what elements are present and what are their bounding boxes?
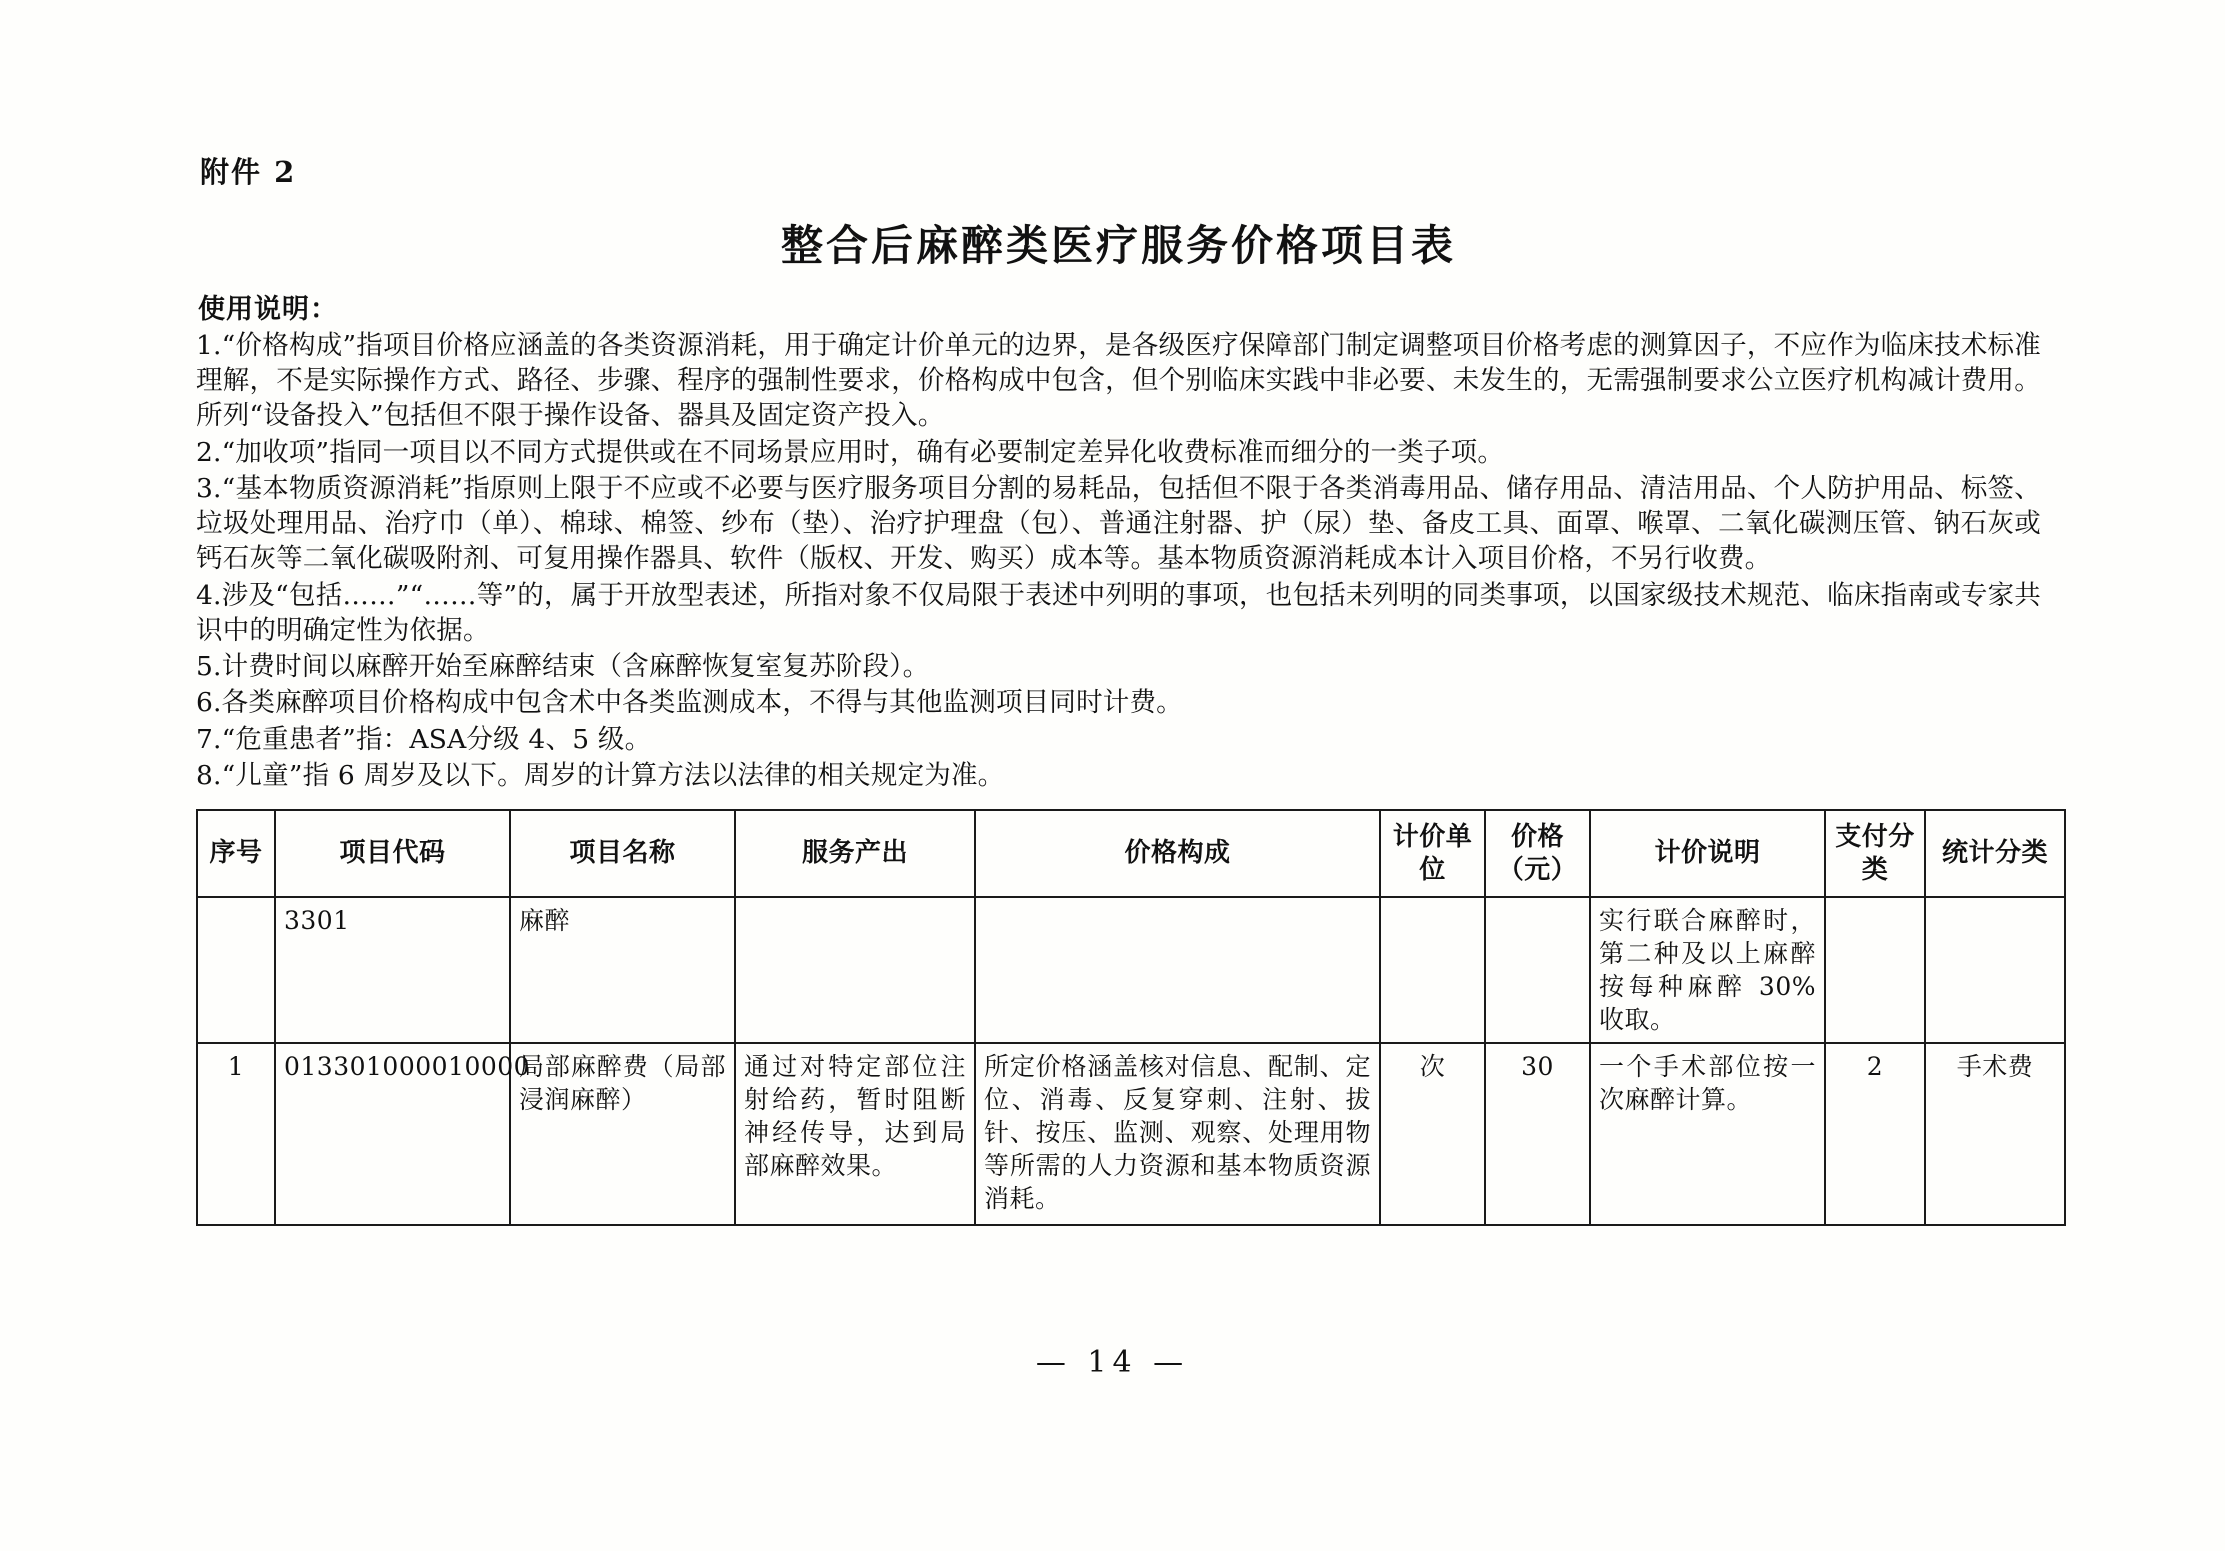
cell-pay-class [1825,897,1925,1043]
cell-composition: 所定价格涵盖核对信息、配制、定位、消毒、反复穿刺、注射、拔针、按压、监测、观察、处理用物等所需的人力资源和基本物质资源消耗。 [975,1043,1380,1225]
cell-name: 局部麻醉费（局部浸润麻醉） [510,1043,735,1225]
header-stat-class: 统计分类 [1925,810,2065,897]
header-composition: 价格构成 [975,810,1380,897]
usage-note-8: 8.“儿童”指 6 周岁及以下。周岁的计算方法以法律的相关规定为准。 [196,759,1005,791]
cell-output: 通过对特定部位注射给药，暂时阻断神经传导，达到局部麻醉效果。 [735,1043,975,1225]
price-item-table [196,809,2066,1226]
usage-notes-heading: 使用说明： [198,294,338,325]
table-row [197,1043,2065,1225]
attachment-label: 附件 2 [200,155,297,189]
header-output: 服务产出 [735,810,975,897]
header-price: 价格（元） [1485,810,1590,897]
header-name: 项目名称 [510,810,735,897]
header-pricing-note: 计价说明 [1590,810,1825,897]
cell-seq [197,897,275,1043]
document-content [196,150,2048,1226]
page-title: 整合后麻醉类医疗服务价格项目表 [780,221,1456,270]
table-header-row [197,810,2065,897]
usage-note-6: 6.各类麻醉项目价格构成中包含术中各类监测成本，不得与其他监测项目同时计费。 [196,687,1183,719]
cell-name: 麻醉 [510,897,735,1043]
header-pay-class: 支付分类 [1825,810,1925,897]
usage-note-2: 2.“加收项”指同一项目以不同方式提供或在不同场景应用时，确有必要制定差异化收费标准而细分的一类子项。 [196,436,1505,468]
usage-note-5: 5.计费时间以麻醉开始至麻醉结束（含麻醉恢复室复苏阶段）。 [196,651,930,683]
cell-stat-class: 手术费 [1925,1043,2065,1225]
usage-note-1: 1.“价格构成”指项目价格应涵盖的各类资源消耗，用于确定计价单元的边界，是各级医疗保障部门制定调整项目价格考虑的测算因子，不应作为临床技术标准理解，不是实际操作方式、路径、步骤、程序的强制性要求，价格构成中包含，但个别临床实践中非必要、未发生的，无需强制要求公立医疗机构减计费用。所列“设备投入”包括但不限于操作设备、器具及固定资产投入。 [196,330,2041,432]
cell-pay-class: 2 [1825,1043,1925,1225]
cell-composition [975,897,1380,1043]
usage-note-7: 7.“危重患者”指：ASA分级 4、5 级。 [196,723,652,755]
cell-pricing-note: 一个手术部位按一次麻醉计算。 [1590,1043,1825,1225]
cell-code: 013301000010000 [275,1043,510,1225]
header-seq: 序号 [197,810,275,897]
usage-note-4: 4.涉及“包括……”“……等”的，属于开放型表述，所指对象不仅局限于表述中列明的事项，也包括未列明的同类事项，以国家级技术规范、临床指南或专家共识中的明确定性为依据。 [196,579,2041,646]
cell-pricing-note: 实行联合麻醉时，第二种及以上麻醉按每种麻醉 30%收取。 [1590,897,1825,1043]
cell-seq: 1 [197,1043,275,1225]
cell-unit [1380,897,1485,1043]
cell-price [1485,897,1590,1043]
usage-note-3: 3.“基本物质资源消耗”指原则上限于不应或不必要与医疗服务项目分割的易耗品，包括但不限于各类消毒用品、储存用品、清洁用品、个人防护用品、标签、垃圾处理用品、治疗巾（单）、棉球、棉签、纱布（垫）、治疗护理盘（包）、普通注射器、护（尿）垫、备皮工具、面罩、喉罩、二氧化碳测压管、钠石灰或钙石灰等二氧化碳吸附剂、可复用操作器具、软件（版权、开发、购买）成本等。基本物质资源消耗成本计入项目价格，不另行收费。 [196,472,2041,575]
table-row [197,897,2065,1043]
page-number: — 14 — [1035,1345,1190,1380]
cell-stat-class [1925,897,2065,1043]
cell-output [735,897,975,1043]
header-unit: 计价单位 [1380,810,1485,897]
cell-unit: 次 [1380,1043,1485,1225]
cell-code: 3301 [275,897,510,1043]
cell-price: 30 [1485,1043,1590,1225]
header-code: 项目代码 [275,810,510,897]
